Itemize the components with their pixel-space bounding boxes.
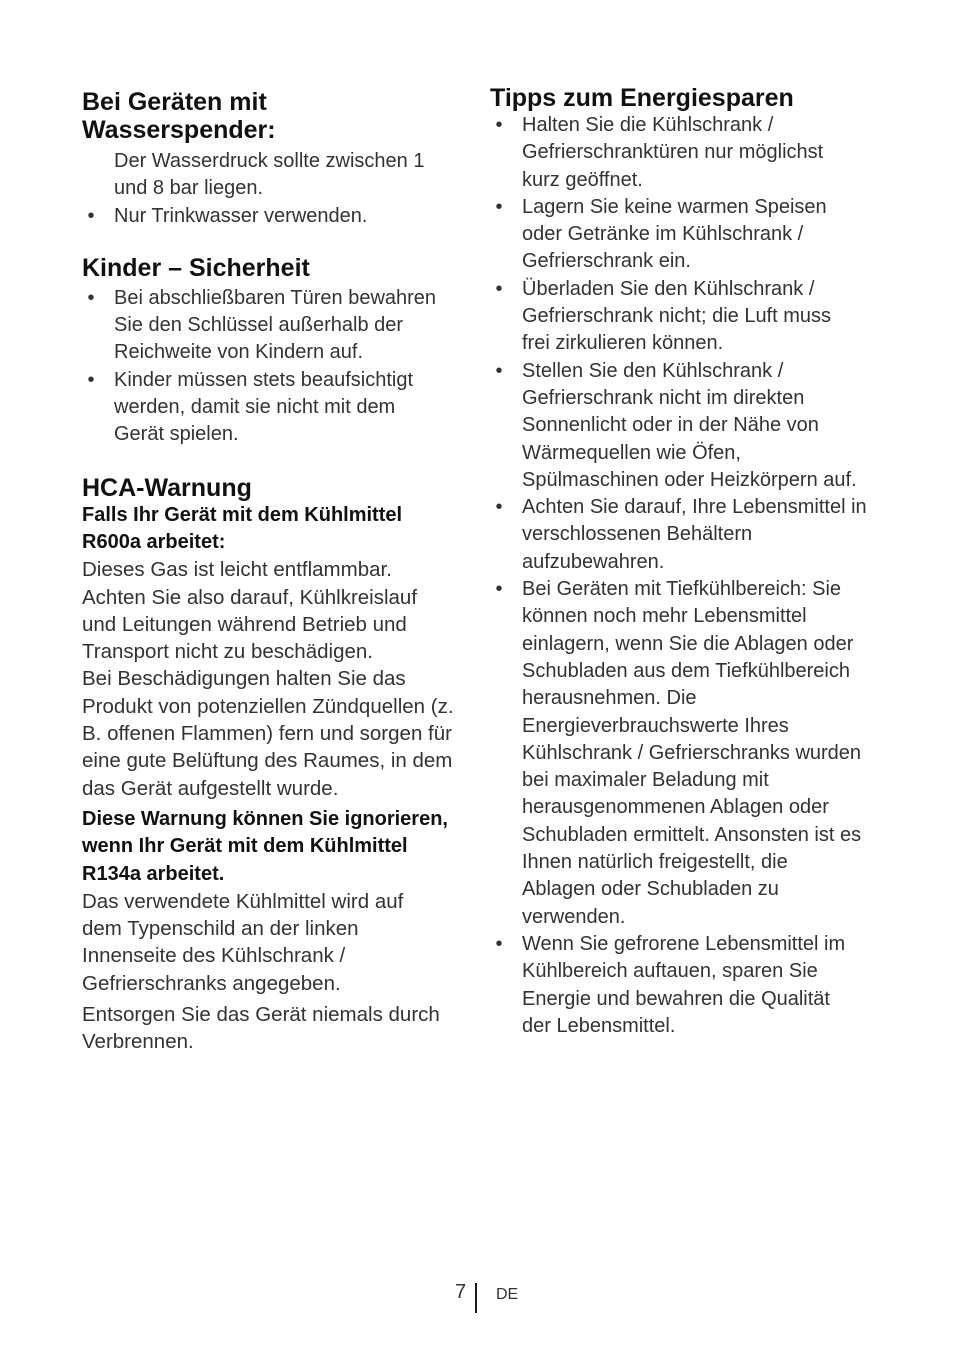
list-item <box>490 112 875 194</box>
list-item-text: Bei abschließbaren Türen bewahren Sie den Schlüssel außerhalb der Reichweite von Kindern auf. <box>114 286 437 364</box>
hca-paragraph-typenschild: Das verwendete Kühlmittel wird auf dem Typenschild an der linken Innenseite des Kühlschrank / Gefrierschranks angegeben. <box>82 889 404 995</box>
heading-wasserspender-line1: Bei Geräten mit <box>82 88 267 116</box>
hca-paragraph-gas: Dieses Gas ist leicht entflammbar. Achten Sie also darauf, Kühlkreislauf und Leitungen während Betrieb und Transport nicht zu beschädigen. <box>82 558 418 664</box>
heading-kinder-sicherheit: Kinder – Sicherheit <box>82 253 310 282</box>
heading-wasserspender-line2: Wasserspender: <box>82 116 276 144</box>
list-item-text: Stellen Sie den Kühlschrank / Gefrierschrank nicht im direkten Sonnenlicht oder in der Nähe von Wärmequellen wie Öfen, Spülmaschinen oder Heizkörpern auf. <box>522 359 857 491</box>
bullet-dot: • <box>495 496 503 519</box>
hca-subheading-r600a: Falls Ihr Gerät mit dem Kühlmittel R600a arbeitet: <box>82 503 403 553</box>
list-item-text: Lagern Sie keine warmen Speisen oder Getränke im Kühlschrank / Gefrierschrank ein. <box>522 195 827 273</box>
wasserdruck-text: Der Wasserdruck sollte zwischen 1 und 8 bar liegen. <box>114 150 425 200</box>
hca-paragraph-beschaedigung: Bei Beschädigungen halten Sie das Produkt von potenziellen Zündquellen (z. B. offenen Flammen) fern und sorgen für eine gute Belüftung des Raumes, in dem das Gerät aufgestellt wurde. <box>82 667 454 800</box>
list-item-text: Überladen Sie den Kühlschrank / Gefrierschrank nicht; die Luft muss frei zirkulieren können. <box>522 277 832 355</box>
list-item <box>82 367 452 449</box>
list-item <box>490 358 875 494</box>
kinder-bullet-list <box>82 285 452 449</box>
left-column <box>82 84 472 1056</box>
hca-paragraph-entsorgen: Entsorgen Sie das Gerät niemals durch Verbrennen. <box>82 1003 440 1054</box>
list-item <box>490 194 875 276</box>
list-item <box>490 931 875 1040</box>
bullet-dot: • <box>495 195 503 218</box>
bullet-dot: • <box>495 932 503 955</box>
list-item-text: Kinder müssen stets beaufsichtigt werden, damit sie nicht mit dem Gerät spielen. <box>114 368 414 446</box>
wasser-bullet-list <box>82 203 472 230</box>
page-footer <box>0 1281 954 1315</box>
list-item-text: Wenn Sie gefrorene Lebensmittel im Kühlbereich auftauen, sparen Sie Energie und bewahren die Qualität der Lebensmittel. <box>522 932 846 1037</box>
list-item-text: Nur Trinkwasser verwenden. <box>114 204 368 227</box>
list-item <box>82 203 472 230</box>
heading-tipps-energiesparen: Tipps zum Energiesparen <box>490 84 794 112</box>
energiesparen-bullet-list <box>490 112 875 1040</box>
heading-wasserspender <box>82 88 472 144</box>
bullet-dot: • <box>495 277 503 300</box>
page-number-divider <box>475 1283 477 1313</box>
bullet-dot: • <box>495 359 503 382</box>
bullet-dot: • <box>87 204 95 227</box>
list-item <box>490 494 875 576</box>
heading-hca-warnung: HCA-Warnung <box>82 473 252 502</box>
list-item <box>82 285 452 367</box>
list-item-text: Bei Geräten mit Tiefkühlbereich: Sie können noch mehr Lebensmittel einlagern, wenn Sie die Ablagen oder Schubladen aus dem Tiefkühlbereich herausnehmen. Die Energieverbrauchswerte Ihres Kühlschrank / Gefrierschranks wurden bei maximaler Beladung mit herausgenommenen Ablagen oder Schubladen ermittelt. Ansonsten ist es Ihnen natürlich freigestellt, die Ablagen oder Schubladen zu verwenden. <box>522 578 862 928</box>
hca-subheading-r134a: Diese Warnung können Sie ignorieren, wenn Ihr Gerät mit dem Kühlmittel R134a arbeitet. <box>82 807 448 885</box>
list-item <box>490 276 875 358</box>
page-number: 7 <box>455 1281 467 1303</box>
bullet-dot: • <box>87 368 95 391</box>
right-column <box>490 84 885 1040</box>
bullet-dot: • <box>495 578 503 601</box>
list-item-text: Achten Sie darauf, Ihre Lebensmittel in verschlossenen Behältern aufzubewahren. <box>522 496 867 573</box>
list-item <box>490 576 875 931</box>
bullet-dot: • <box>87 286 95 309</box>
bullet-dot: • <box>495 114 503 136</box>
list-item-text: Halten Sie die Kühlschrank / Gefrierschranktüren nur möglichst kurz geöffnet. <box>522 114 824 191</box>
language-code: DE <box>496 1286 519 1303</box>
